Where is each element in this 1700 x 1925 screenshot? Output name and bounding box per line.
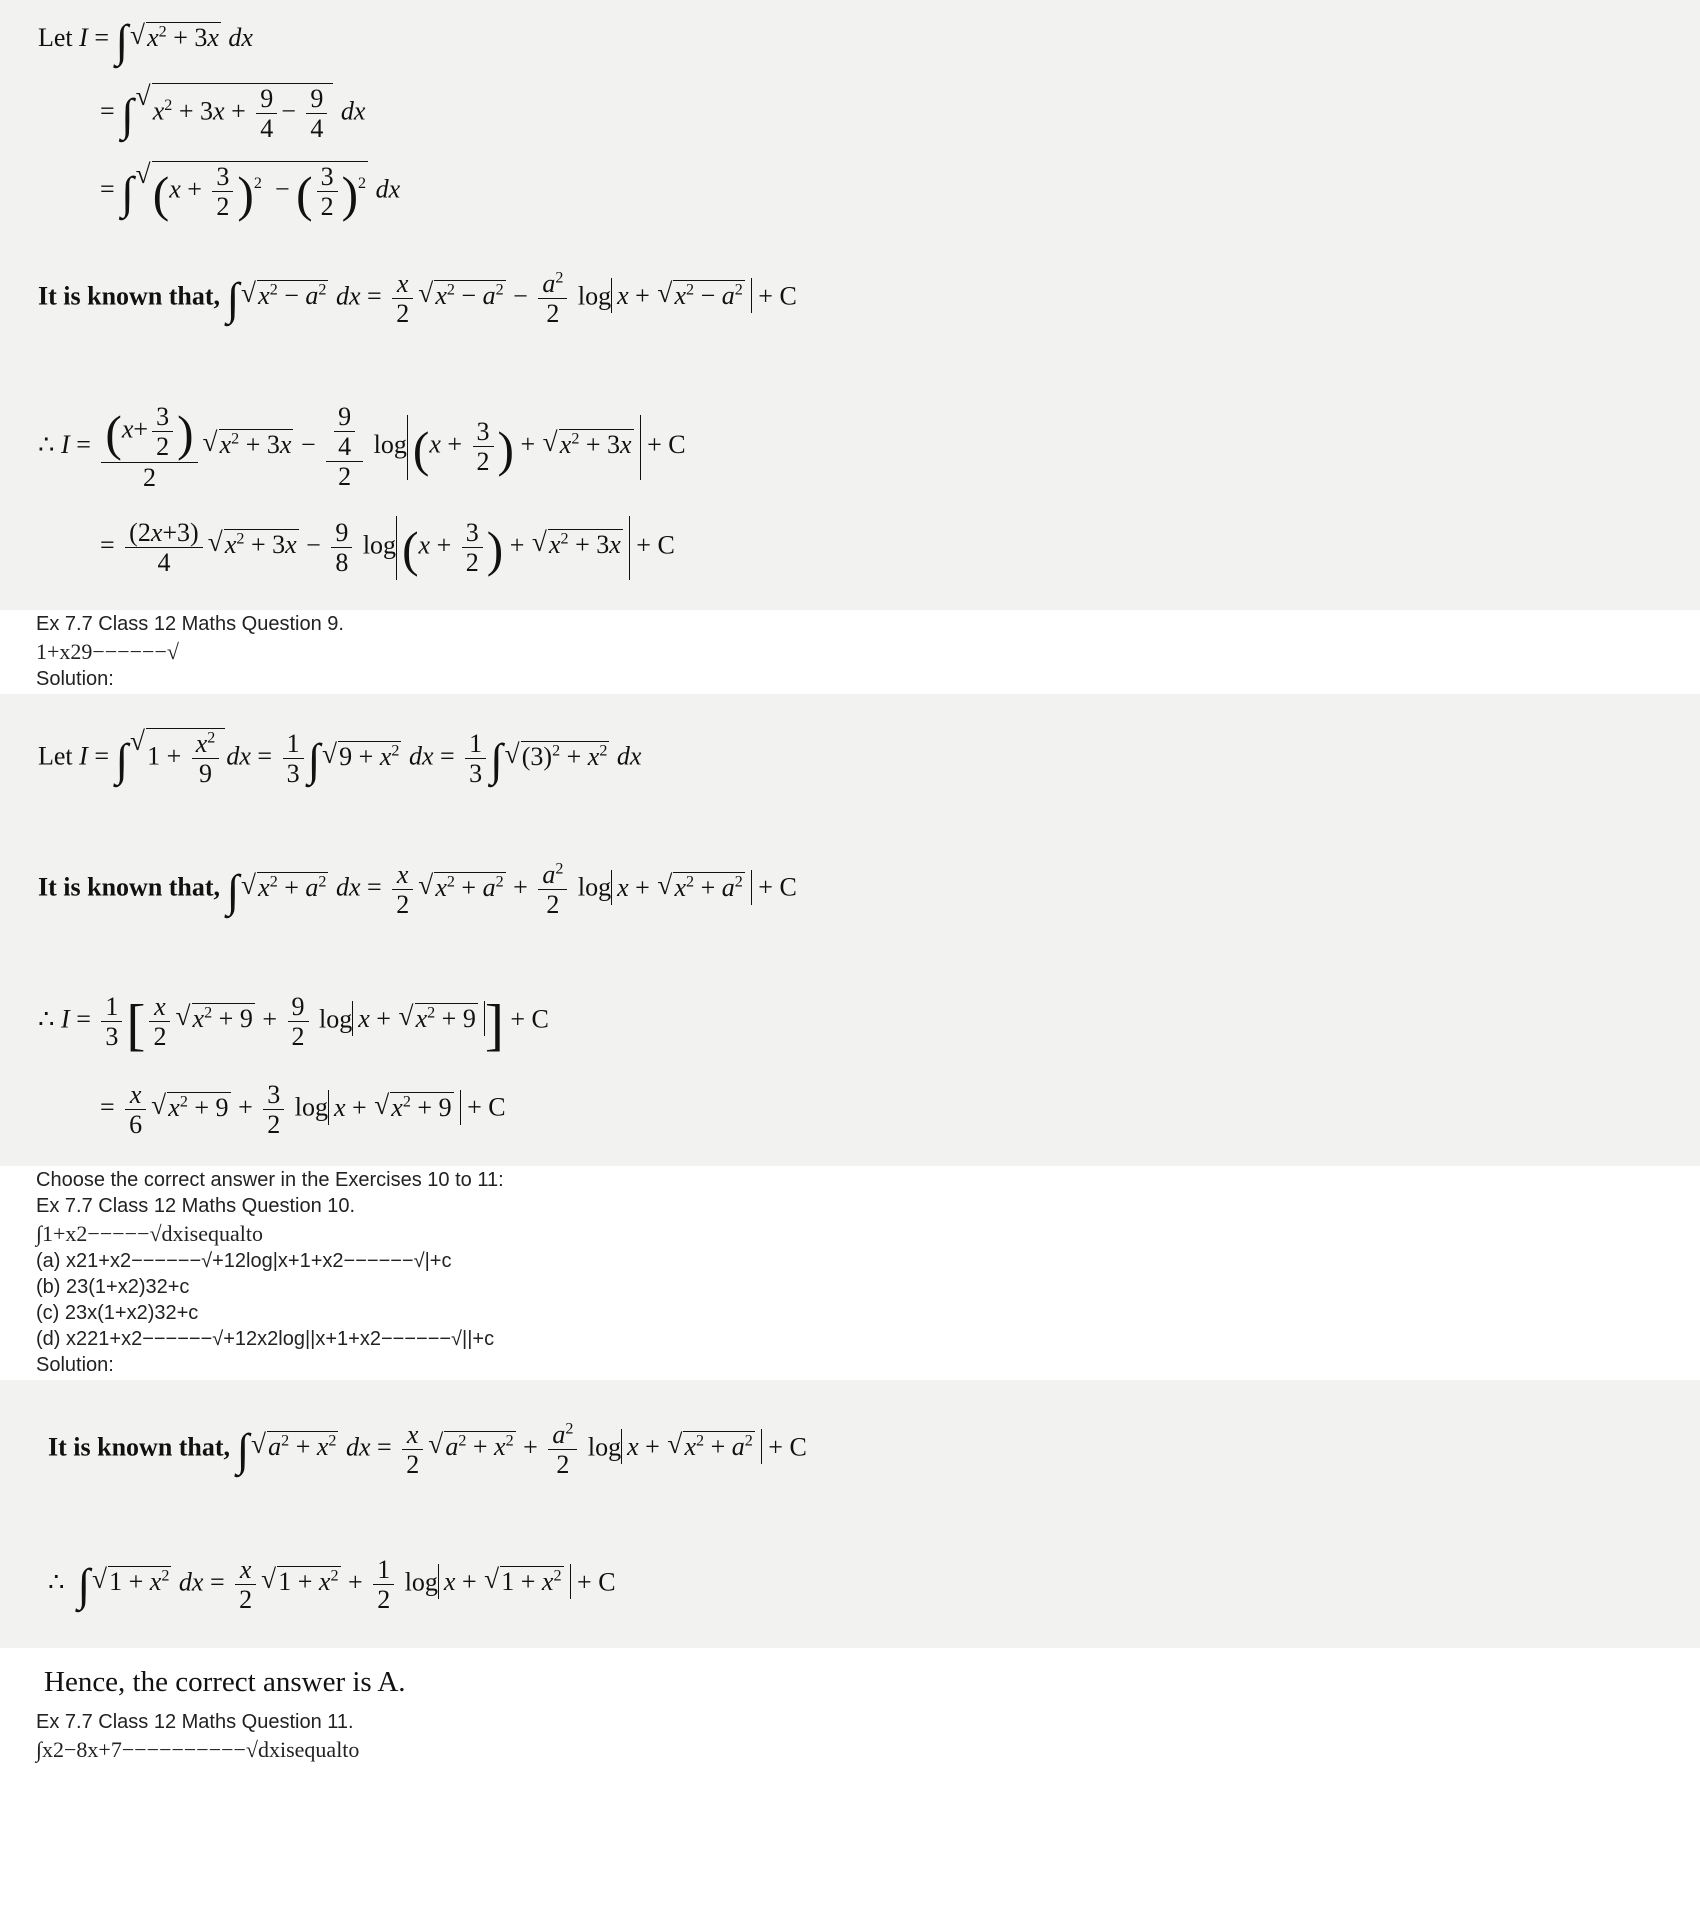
option-c-label: (c) <box>36 1301 60 1324</box>
math-line-squared-form: = ∫ √ (x + $\frac{3}{2}$ )$^2$ − ( $\frac{3}{2}$ )$^2$ dx <box>0 161 1700 222</box>
question-10-solution-label: Solution: <box>36 1353 114 1376</box>
option-a-label: (a) <box>36 1249 61 1272</box>
question-10-option-d <box>0 1328 1700 1351</box>
math-line-q9-setup: Let I = ∫ √ 1 + $\frac{x^2}{9}$ dx = $\frac{1}{3}$ ∫ √ $9 + x^2$ dx = $\frac{1}{3}$ ∫ √ $(3)^2 + x^2$ dx <box>0 728 1700 788</box>
math-block-1 <box>0 0 1700 239</box>
question-10-expression: ∫1+x2−−−−−√dxisequalto <box>36 1220 263 1246</box>
math-line-q9-known-formula: It is known that, ∫ √ $x^2 + a^2$ dx = $\frac{x}{2}$ √ $x^2 + a^2$ + $\frac{a^2}{2}$ log x + √ $x^2 + a^2 + C$ <box>0 860 1700 919</box>
option-b-label: (b) <box>36 1275 61 1298</box>
math-block-2 <box>0 239 1700 362</box>
question-10-option-c <box>0 1302 1700 1325</box>
math-line-q9-result-1: ∴ I = $\frac{1}{3}$ [ $\frac{x}{2}$ √ $x^2 + 9$ + $\frac{9}{2}$ log x + √ $x^2 + 9$ ] + C <box>0 992 1700 1059</box>
math-line-result-2: = $\frac{(2x+3)}{4}$ √ $x^2 + 3x$ − $\frac{9}{8}$ log (x + $\frac{3}{2}$ ) + √ $x^2 + 3x + C$ <box>0 516 1700 580</box>
math-line-known-formula-1: It is known that, ∫ √ $x^2 - a^2$ dx = $\frac{x}{2}$ √ $x^2 - a^2$ − $\frac{a^2}{2}$ log x + √ $x^2 - a^2 + C$ <box>0 269 1700 328</box>
math-block-q9-1 <box>0 694 1700 818</box>
math-block-q10-2 <box>0 1515 1700 1648</box>
math-block-q9-3 <box>0 958 1700 1166</box>
question-10-option-a <box>0 1250 1700 1273</box>
option-d-label: (d) <box>36 1327 61 1350</box>
option-a-text: x21+x2−−−−−−√+12log|x+1+x2−−−−−−√|+c <box>66 1249 452 1272</box>
question-9-heading: Ex 7.7 Class 12 Maths Question 9. <box>36 613 344 636</box>
question-9-expression: 1+x29−−−−−−√ <box>36 639 179 665</box>
option-d-text: x221+x2−−−−−−√+12x2log||x+1+x2−−−−−−√||+c <box>66 1327 495 1350</box>
option-b-text: 23(1+x2)32+c <box>66 1275 190 1298</box>
choose-correct-answer-note: Choose the correct answer in the Exercises 10 to 11: <box>36 1168 504 1191</box>
question-11-heading: Ex 7.7 Class 12 Maths Question 11. <box>36 1710 354 1733</box>
math-line-q10-known-formula: It is known that, ∫ √ $a^2 + x^2$ dx = $\frac{x}{2}$ √ $a^2 + x^2$ + $\frac{a^2}{2}$ log x + √ $x^2 + a^2 + C$ <box>0 1420 1700 1479</box>
math-block-q10-1 <box>0 1380 1700 1515</box>
math-line-q10-result: ∴ ∫ √ $1 + x^2$ dx = $\frac{x}{2}$ √ $1 + x^2$ + $\frac{1}{2}$ log x + √ $1 + x^2 + C$ <box>0 1555 1700 1614</box>
math-line-q9-result-2: = $\frac{x}{6}$ √ $x^2 + 9$ + $\frac{3}{2}$ log x + √ $x^2 + 9 + C$ <box>0 1080 1700 1139</box>
math-line-result-1: ∴ I = (x+ $\frac{3}{2}$ ) 2 √ $x^2 + 3x$ − $\frac{\frac{9}{4}}{2}$ log (x + $\frac{3}{2}$ ) + √ $x^2 + 3x + C$ <box>0 402 1700 492</box>
question-10-heading: Ex 7.7 Class 12 Maths Question 10. <box>36 1194 356 1217</box>
question-9-solution-label: Solution: <box>36 668 114 691</box>
question-10-option-b <box>0 1276 1700 1299</box>
question-11-expression: ∫x2−8x+7−−−−−−−−−−√dxisequalto <box>36 1736 360 1762</box>
math-line-complete-square: = ∫ √ $x^2 + 3x$ + $\frac{9}{4}$ − $\frac{9}{4}$ dx <box>0 83 1700 143</box>
math-line-let-i: Let I = ∫ √ $x^2 + 3x$ dx <box>0 14 1700 67</box>
option-c-text: 23x(1+x2)32+c <box>64 1301 199 1324</box>
math-block-q9-2 <box>0 818 1700 957</box>
question-10-conclusion: Hence, the correct answer is A. <box>44 1665 406 1698</box>
math-block-3 <box>0 362 1700 610</box>
